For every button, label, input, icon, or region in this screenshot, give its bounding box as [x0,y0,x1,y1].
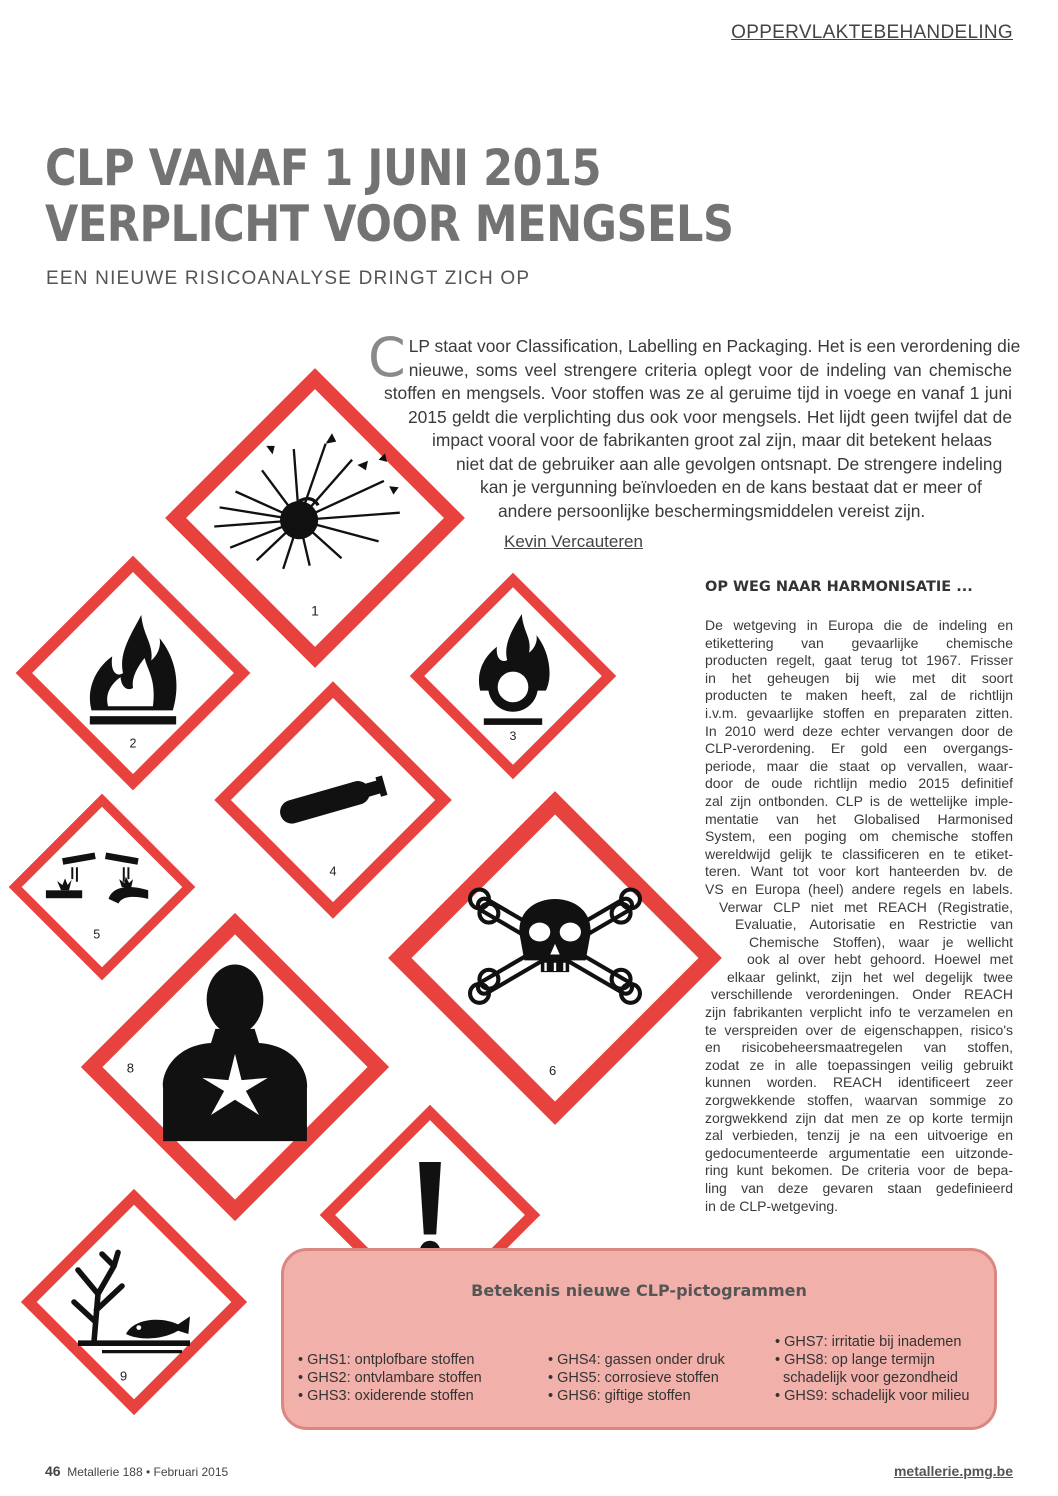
article-line: en risicobeheersmaatregelen van stoffen, [705,1039,1013,1056]
article-line: kunnen worden. REACH identificeert zeer [705,1074,1013,1091]
pictogram-legend-box [281,1248,997,1430]
pictogram-label: 2 [129,736,137,751]
legend-title: Betekenis nieuwe CLP-pictogrammen [471,1281,807,1300]
intro-line: stoffen en mengsels. Voor stoffen was ze al geruime tijd in voege en vanaf 1 juni [384,383,1012,403]
legend-item: • GHS9: schadelijk voor milieu [775,1388,970,1404]
article-line: zorgwekkend zijn dat men ze op korte termijn [705,1109,1013,1126]
article-line: producten te maken heeft, zal de richtlijn [705,687,1013,704]
article-line: in de CLP-wetgeving. [705,1197,839,1214]
article-line: In 2010 werd deze echter vervangen door de [705,722,1013,739]
intro-line: nieuwe, soms veel strengere criteria oplegt voor de indeling van chemische [408,359,1012,380]
article-line: te verspreiden over de eigenschappen, risico's [705,1021,1013,1038]
subtitle: EEN NIEUWE RISICOANALYSE DRINGT ZICH OP [46,268,531,289]
section-heading: OP WEG NAAR HARMONISATIE ... [705,579,973,595]
legend-item: • GHS7: irritatie bij inademen [775,1334,962,1350]
legend-item: • GHS3: oxiderende stoffen [298,1388,474,1404]
pictogram-label: 8 [126,1060,135,1076]
article-line: wereldwijd gelijk te classificeren en te etiket- [705,845,1013,862]
legend-item: • GHS2: ontvlambare stoffen [298,1370,482,1386]
article-line: System, een poging om chemische stoffen [705,828,1013,845]
article-line: gedocumenteerde argumentatie een uitzonde- [705,1144,1013,1161]
pictogram-label: 9 [120,1368,128,1384]
legend-column-2 [548,1351,725,1405]
exclamation-mark-icon [419,1162,441,1261]
pictogram-3 [410,573,616,779]
article-line: De wetgeving in Europa die de indeling en [705,617,1013,633]
pictogram-6 [388,791,722,1125]
intro-line: andere persoonlijke beschermingsmiddelen vereist zijn. [498,500,926,521]
article-line: elkaar gelinkt, zijn het wel degelijk twee [727,968,1013,985]
title-line-2: VERPLICHT VOOR MENGSELS [45,195,734,253]
article-line: zodat ze in alle toepassingen veilig gebruikt [705,1056,1013,1073]
intro-line: LP staat voor Classification, Labelling en Packaging. Het is een verordening die [408,336,1021,356]
article-line: Evaluatie, Autorisatie en Restrictie van [735,916,1013,933]
intro-line: 2015 geldt die verplichting dus ook voor mengsels. Het lijdt geen twijfel dat de [408,406,1012,427]
drop-cap: C [368,326,406,389]
article-line: zorgwekkende stoffen, waarvan sommige zo [705,1092,1013,1109]
article-line: verschillende verordeningen. Onder REACH [711,986,1013,1003]
footer-url-link[interactable]: metallerie.pmg.be [893,1463,1013,1479]
article-line: zal verbieden, tenzij je na een uitvoerige en [705,1127,1013,1144]
pictogram-label: 1 [311,603,319,619]
article-line: zal zijn ontbonden. CLP is de wettelijke imple- [705,792,1013,809]
pictogram-label: 5 [93,927,101,942]
title-line-1: CLP VANAF 1 JUNI 2015 [45,139,602,197]
article-line: Chemische Stoffen), waar je wellicht [749,933,1013,950]
article-body [705,617,1013,1215]
article-line: i.v.m. gevaarlijke stoffen en preparaten zitten. [705,704,1013,721]
article-line: in het geheugen bij wie met dit soort [705,669,1013,686]
article-line: etikettering van gevaarlijke chemische [705,634,1013,651]
footer-left [45,1463,228,1479]
section-tag: OPPERVLAKTEBEHANDELING [731,22,1013,43]
intro-line: impact vooral voor de fabrikanten groot zal zijn, maar dit betekent helaas [432,430,992,450]
article-line: Verwar CLP niet met REACH (Registratie, [719,898,1013,915]
legend-column-1 [298,1351,482,1405]
issue-info: Metallerie 188 • Februari 2015 [67,1465,229,1479]
article-line: door de oude richtlijn medio 2015 definitief [705,775,1013,792]
article-line: teren. Want tot voor kort hanteerden bv. de [705,863,1013,880]
article-line: periode, maar die staat op vervallen, waar- [705,757,1013,774]
intro-line: niet dat de gebruiker aan alle gevolgen ontsnapt. De strengere indeling [456,453,1003,474]
page-number: 46 [45,1463,61,1479]
article-line: ring kunt bekomen. De criteria voor de bepa- [705,1162,1013,1179]
article-line: producten regelt, gaat terug tot 1967. Frisser [705,652,1013,669]
pictogram-2 [16,556,251,791]
legend-column-3 [775,1333,969,1405]
article-line: ling van deze gevaren staan gedefinieerd [705,1180,1013,1196]
pictogram-9 [21,1189,247,1415]
legend-item: • GHS8: op lange termijn [775,1352,935,1368]
legend-item: • GHS6: giftige stoffen [548,1388,691,1404]
pictogram-8 [81,913,389,1221]
pictogram-label: 4 [329,864,337,879]
legend-item: schadelijk voor gezondheid [775,1370,958,1386]
intro-paragraph [360,326,1021,523]
legend-item: • GHS5: corrosieve stoffen [548,1370,719,1386]
pictogram-label: 6 [549,1062,557,1078]
pictogram-label: 3 [509,729,517,744]
intro-line: kan je vergunning beïnvloeden en de kans bestaat dat er meer of [480,477,982,497]
author-byline: Kevin Vercauteren [504,532,643,551]
article-line: mentatie van het Globalised Harmonised [705,810,1013,827]
pictogram-4 [214,681,452,919]
pictogram-5 [9,794,196,981]
article-line: CLP-verordening. Er gold een overgangs- [705,740,1013,757]
article-line: ook al over hebt gehoord. Hoewel met [747,951,1013,968]
article-line: VS en Europa (heel) andere regels en labels. [705,880,1013,897]
article-line: zijn fabrikanten verplicht info te verzamelen en [705,1004,1013,1021]
legend-item: • GHS1: ontplofbare stoffen [298,1352,475,1368]
legend-item: • GHS4: gassen onder druk [548,1352,725,1368]
